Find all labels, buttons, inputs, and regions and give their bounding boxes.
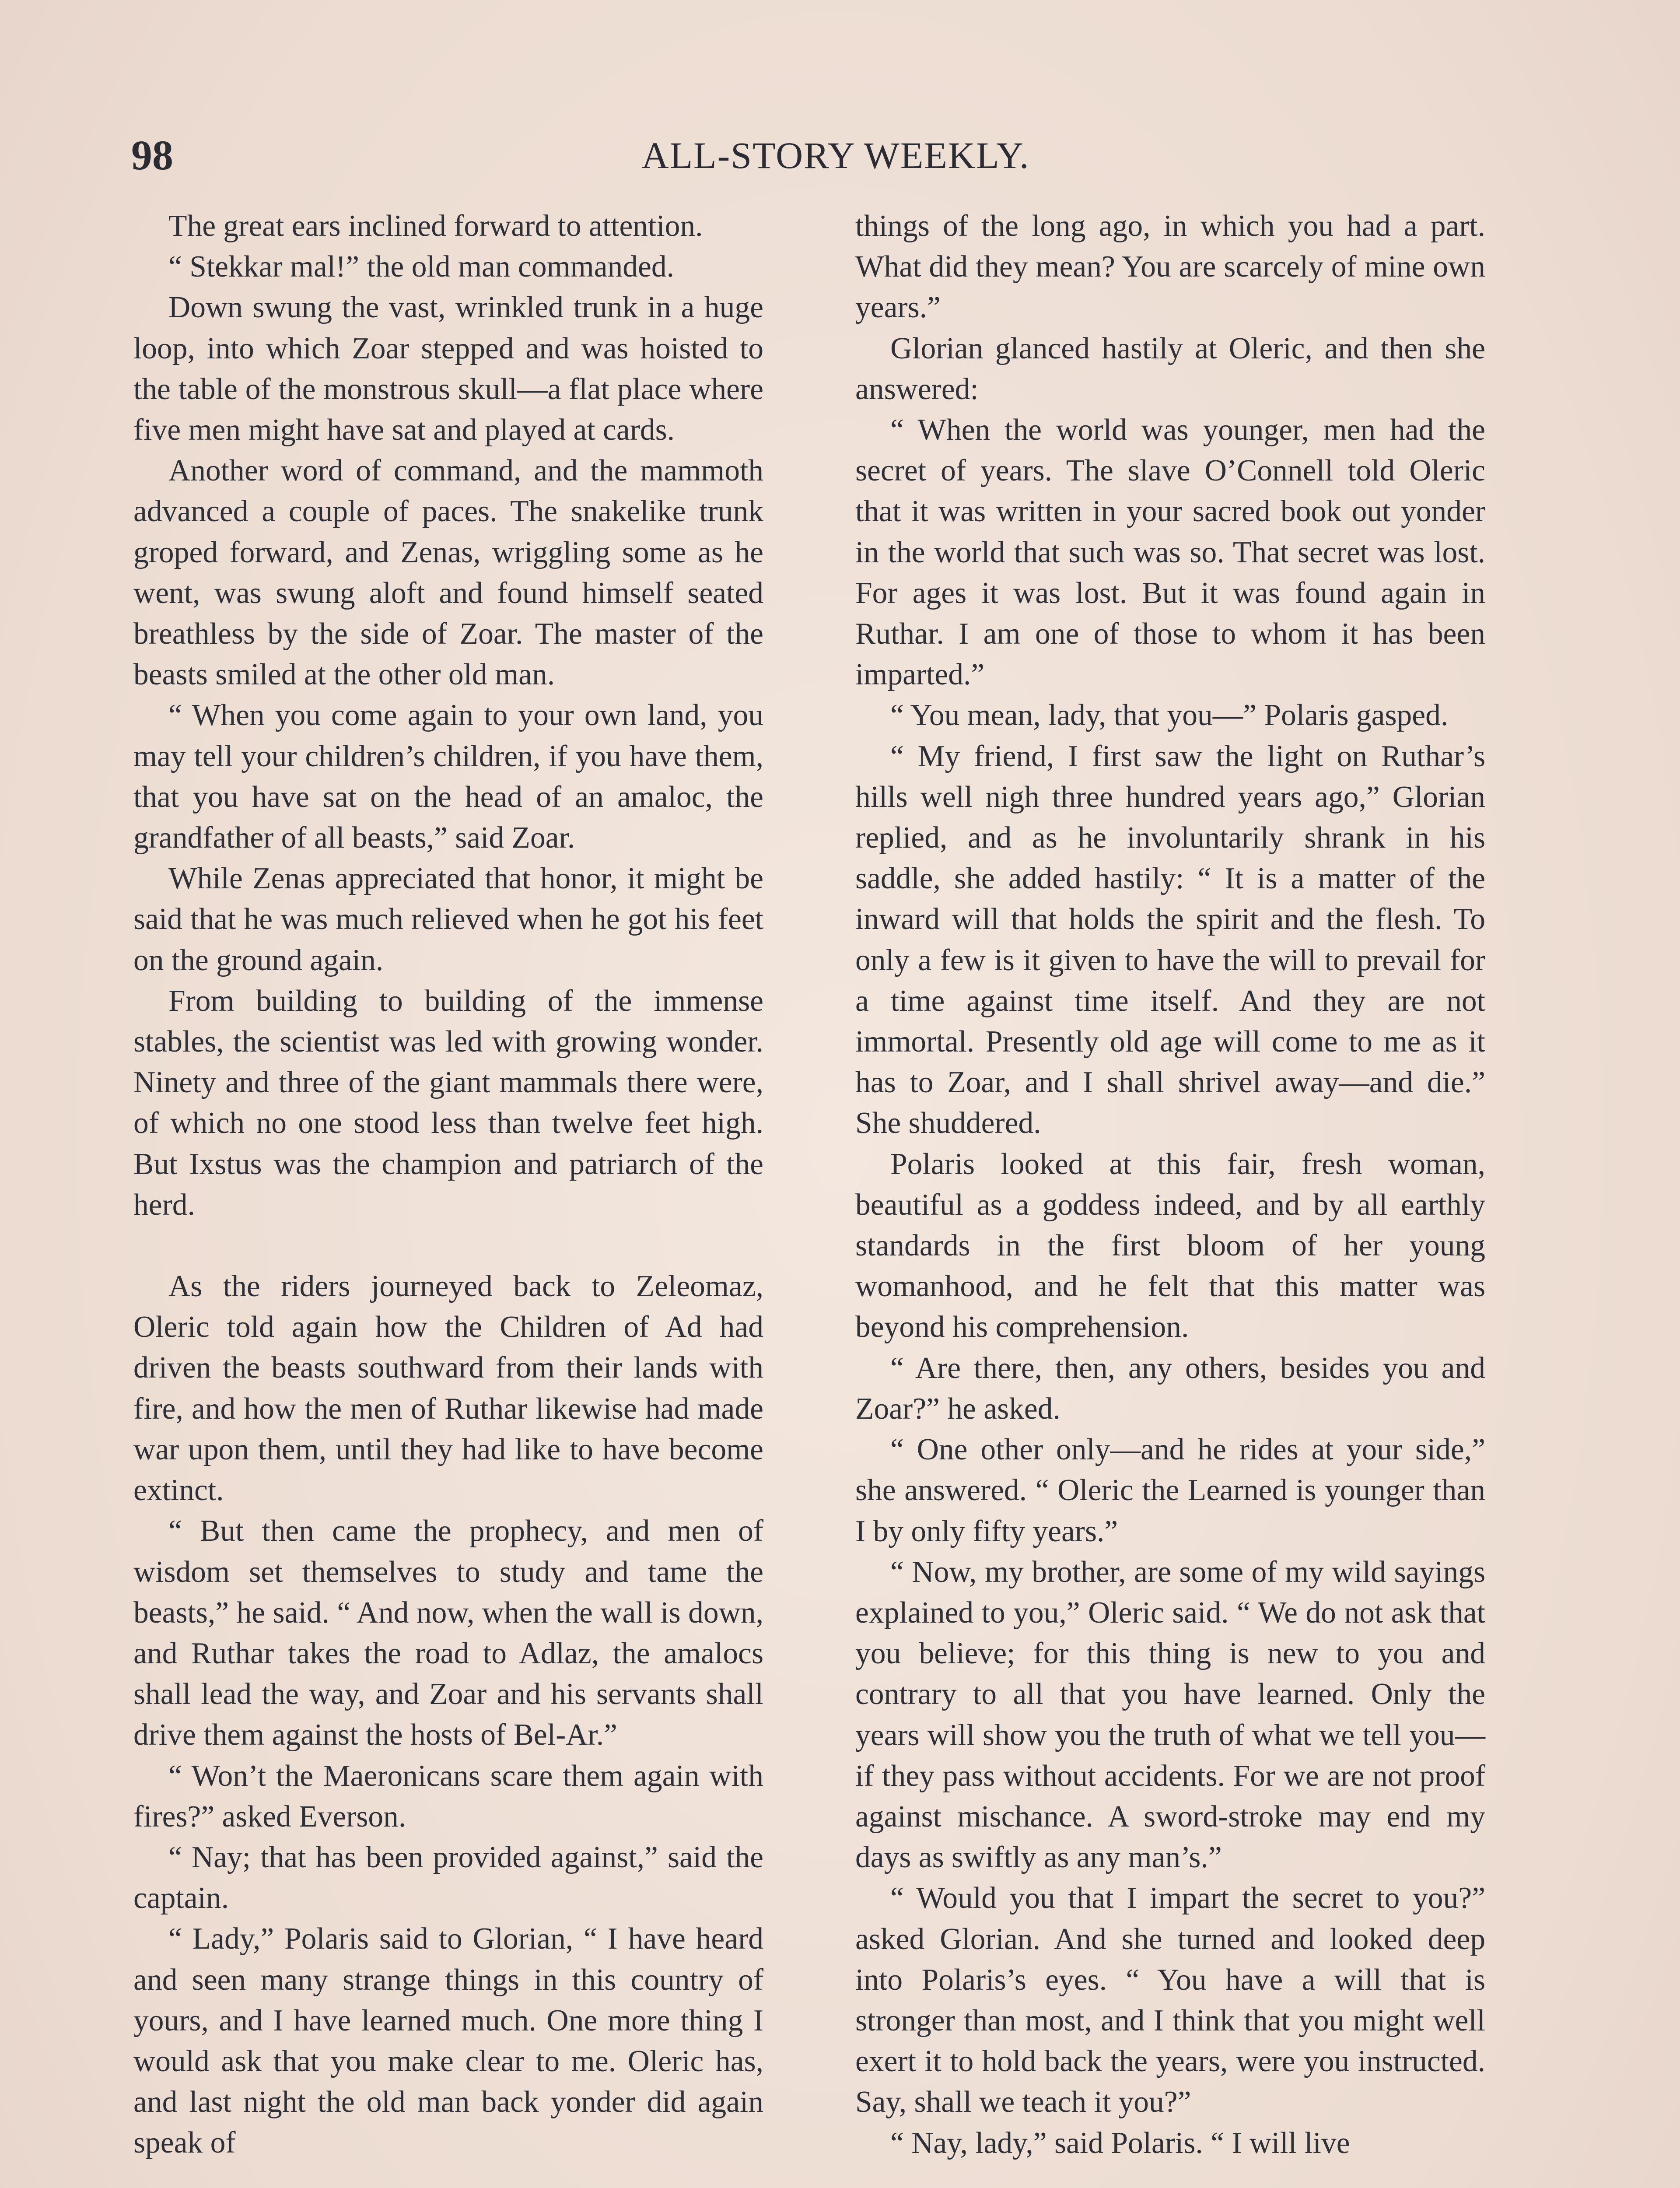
paragraph: “ Stekkar mal!” the old man commanded. [168,250,675,284]
paragraph: As the riders journeyed back to Zeleomaz, Oleric told again how the Children of Ad had driven the beasts southward from their lands with fire, and how the men of Ruthar likewise had made war upon them, until they had like to have become extinct. [133,1269,763,1508]
running-title: ALL-STORY WEEKLY. [641,134,1030,176]
paragraph: things of the long ago, in which you had a part. What did they mean? You are scarcely of mine own years.” [855,209,1485,325]
paragraph: While Zenas appreciated that honor, it might be said that he was much relieved when he got his feet on the ground again. [133,862,763,977]
page-header [131,127,1540,184]
paragraph: Glorian glanced hastily at Oleric, and then she answered: [855,331,1485,406]
paragraph: The great ears inclined forward to attention. [168,209,703,243]
paragraph: “ My friend, I first saw the light on Ruthar’s hills well nigh three hundred years ago,” Glorian replied, and as he involuntarily shrank in his saddle, she added hastily: “ It is a matter of the inward will that holds the spirit and the flesh. To only a few is it given to have the will to prevail for a time against time itself. And they are not immortal. Presently old age will come to me as it has to Zoar, and I shall shrivel away—and die.” She shuddered. [855,739,1485,1140]
paragraph: “ Now, my brother, are some of my wild sayings explained to you,” Oleric said. “ We do not ask that you believe; for this thing is new to you and contrary to all that you have learned. Only the years will show you the truth of what we tell you—if they pass without accidents. For we are not proof against mischance. A sword-stroke may end my days as swiftly as any man’s.” [855,1555,1485,1875]
paragraph: Another word of command, and the mammoth advanced a couple of paces. The snakelike trunk groped forward, and Zenas, wriggling some as he went, was swung aloft and found himself seated breathless by the side of Zoar. The master of the beasts smiled at the other old man. [133,454,763,692]
page-number: 98 [131,132,173,179]
paragraph: “ When you come again to your own land, you may tell your children’s children, if you have them, that you have sat on the head of an amaloc, the grandfather of all beasts,” said Zoar. [133,698,763,855]
paragraph: From building to building of the immense stables, the scientist was led with growing wonder. Ninety and three of the giant mammals there were, of which no one stood less than twelve feet high. But Ixstus was the champion and patriarch of the herd. [133,984,763,1222]
paragraph: “ Won’t the Maeronicans scare them again with fires?” asked Everson. [133,1759,763,1834]
paragraph: “ Are there, then, any others, besides you and Zoar?” he asked. [855,1351,1485,1426]
paragraph: “ Lady,” Polaris said to Glorian, “ I have heard and seen many strange things in this country of yours, and I have learned much. One more thing I would ask that you make clear to me. Oleric has, and last night the old man back yonder did again speak of [133,1922,763,2160]
right-column [855,206,1485,2163]
paragraph: Down swung the vast, wrinkled trunk in a huge loop, into which Zoar stepped and was hoisted to the table of the monstrous skull—a flat place where five men might have sat and played at cards. [133,291,763,447]
paragraph: “ Would you that I impart the secret to you?” asked Glorian. And she turned and looked deep into Polaris’s eyes. “ You have a will that is stronger than most, and I think that you might well exert it to hold back the years, were you instructed. Say, shall we teach it you?” [855,1881,1485,2119]
paragraph: “ When the world was younger, men had the secret of years. The slave O’Connell told Oleric that it was written in your sacred book out yonder in the world that such was so. That secret was lost. For ages it was lost. But it was found again in Ruthar. I am one of those to whom it has been imparted.” [855,413,1485,692]
paragraph: Polaris looked at this fair, fresh woman, beautiful as a goddess indeed, and by all earthly standards in the first bloom of her young womanhood, and he felt that this matter was beyond his comprehension. [855,1147,1485,1344]
left-column [133,206,763,2163]
paragraph: “ You mean, lady, that you—” Polaris gasped. [890,698,1449,733]
paragraph: “ One other only—and he rides at your side,” she answered. “ Oleric the Learned is younger than I by only fifty years.” [855,1433,1485,1548]
paragraph: “ Nay; that has been provided against,” said the captain. [133,1840,763,1915]
paragraph: “ But then came the prophecy, and men of wisdom set themselves to study and tame the beasts,” he said. “ And now, when the wall is down, and Ruthar takes the road to Adlaz, the amalocs shall lead the way, and Zoar and his servants shall drive them against the hosts of Bel-Ar.” [133,1514,763,1752]
paragraph: “ Nay, lady,” said Polaris. “ I will live [890,2126,1350,2160]
